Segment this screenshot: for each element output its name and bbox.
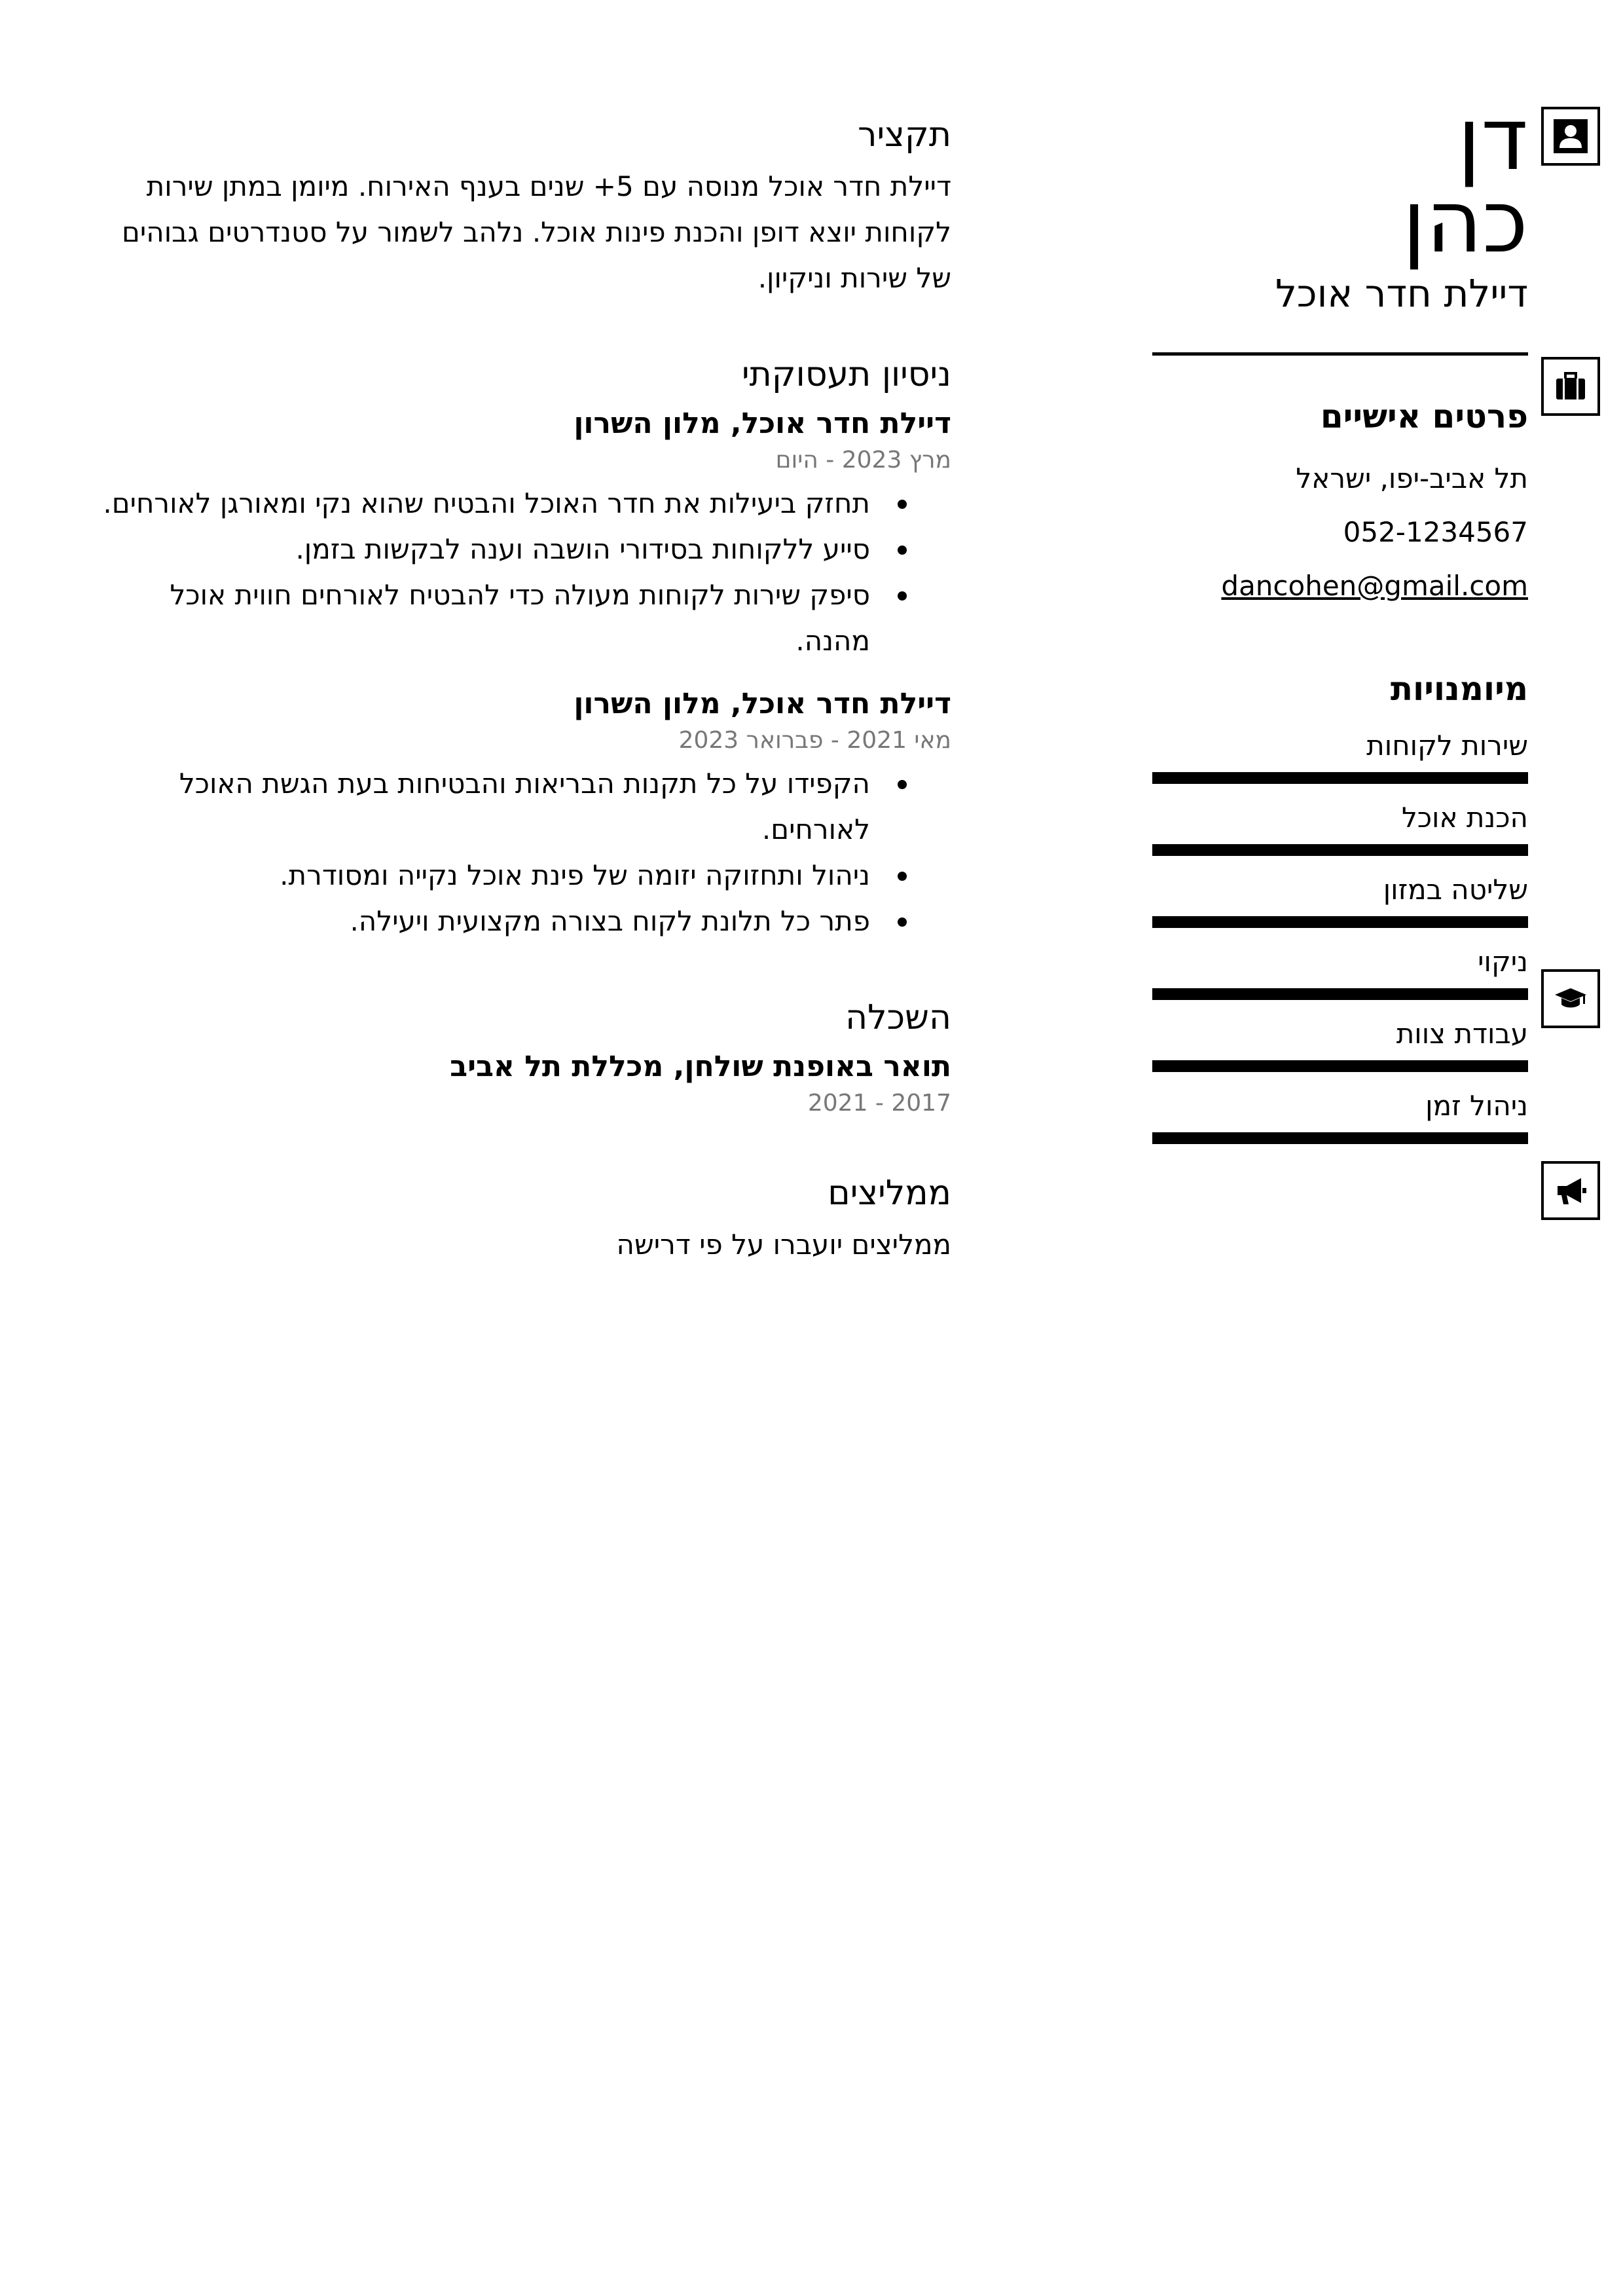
candidate-name <box>1152 89 1528 272</box>
education-dates: 2017 - 2021 <box>807 1090 951 1117</box>
skill-level-bar <box>1152 1060 1528 1072</box>
experience-heading: ניסיון תעסוקתי <box>741 355 951 394</box>
job-dates: מרץ 2023 - היום <box>775 447 951 473</box>
skills-heading: מיומנויות <box>1390 670 1528 708</box>
skill-level-bar <box>1152 1132 1528 1144</box>
job-entry <box>100 403 951 664</box>
list-item: ניהול ותחזוקה יזומה של פינת אוכל נקייה ומסודרת. <box>100 853 951 898</box>
skill-item <box>1152 942 1528 1000</box>
list-item: פתר כל תלונת לקוח בצורה מקצועית ויעילה. <box>100 898 951 944</box>
job-title: דיילת חדר אוכל <box>1275 271 1528 316</box>
summary-section <box>100 111 951 301</box>
job-dates: מאי 2021 - פברואר 2023 <box>678 727 951 754</box>
experience-section <box>100 351 951 944</box>
main-content <box>100 111 951 1268</box>
skills-list <box>1152 726 1528 1144</box>
skill-level-bar <box>1152 844 1528 856</box>
list-item: סייע ללקוחות בסידורי הושבה וענה לבקשות בזמן. <box>100 527 951 572</box>
first-name: דן <box>1457 89 1528 190</box>
skill-label: שליטה במזון <box>1383 874 1528 906</box>
references-heading: ממליצים <box>828 1174 951 1213</box>
list-item: הקפידו על כל תקנות הבריאות והבטיחות בעת הגשת האוכל לאורחים. <box>100 761 951 853</box>
job-title: דיילת חדר אוכל, מלון השרון <box>574 407 951 440</box>
briefcase-icon <box>1541 357 1600 416</box>
summary-text: דיילת חדר אוכל מנוסה עם 5+ שנים בענף האירוח. מיומן במתן שירות לקוחות יוצא דופן והכנת פינות אוכל. נלהב לשמור על סטנדרטים גבוהים של שירות וניקיון. <box>122 170 951 294</box>
references-text: ממליצים יועברו על פי דרישה <box>616 1229 951 1261</box>
last-name: כהן <box>1402 172 1528 272</box>
job-bullets <box>100 481 951 664</box>
references-section <box>100 1170 951 1268</box>
degree: תואר באופנת שולחן, מכללת תל אביב <box>450 1050 951 1083</box>
education-section <box>100 994 951 1120</box>
job-entry <box>100 684 951 944</box>
email-link[interactable]: dancohen@gmail.com <box>1221 570 1528 602</box>
list-item: סיפק שירות לקוחות מעולה כדי להבטיח לאורחים חווית אוכל מהנה. <box>100 572 951 664</box>
email-container <box>1152 566 1528 606</box>
job-title: דיילת חדר אוכל, מלון השרון <box>574 687 951 720</box>
skill-label: ניקוי <box>1478 946 1528 978</box>
skill-level-bar <box>1152 988 1528 1000</box>
list-item: תחזק ביעילות את חדר האוכל והבטיח שהוא נקי ומאורגן לאורחים. <box>100 481 951 527</box>
phone: 052-1234567 <box>1343 516 1528 548</box>
megaphone-icon <box>1541 1161 1600 1220</box>
skill-level-bar <box>1152 772 1528 784</box>
skill-level-bar <box>1152 916 1528 928</box>
skill-item <box>1152 1014 1528 1072</box>
skill-item <box>1152 798 1528 856</box>
divider <box>1152 352 1528 356</box>
sidebar <box>1152 89 1528 1144</box>
personal-details-heading: פרטים אישיים <box>1320 398 1528 435</box>
skill-item <box>1152 726 1528 784</box>
skill-label: ניהול זמן <box>1425 1090 1528 1122</box>
skill-item <box>1152 870 1528 928</box>
location: תל אביב-יפו, ישראל <box>1296 462 1528 494</box>
skill-label: שירות לקוחות <box>1366 730 1528 762</box>
graduation-cap-icon <box>1541 969 1600 1028</box>
skill-label: עבודת צוות <box>1396 1018 1528 1050</box>
job-bullets <box>100 761 951 944</box>
summary-heading: תקציר <box>858 115 951 155</box>
skill-item <box>1152 1086 1528 1144</box>
skill-label: הכנת אוכל <box>1401 802 1528 834</box>
education-heading: השכלה <box>845 998 951 1037</box>
person-icon <box>1541 107 1600 166</box>
